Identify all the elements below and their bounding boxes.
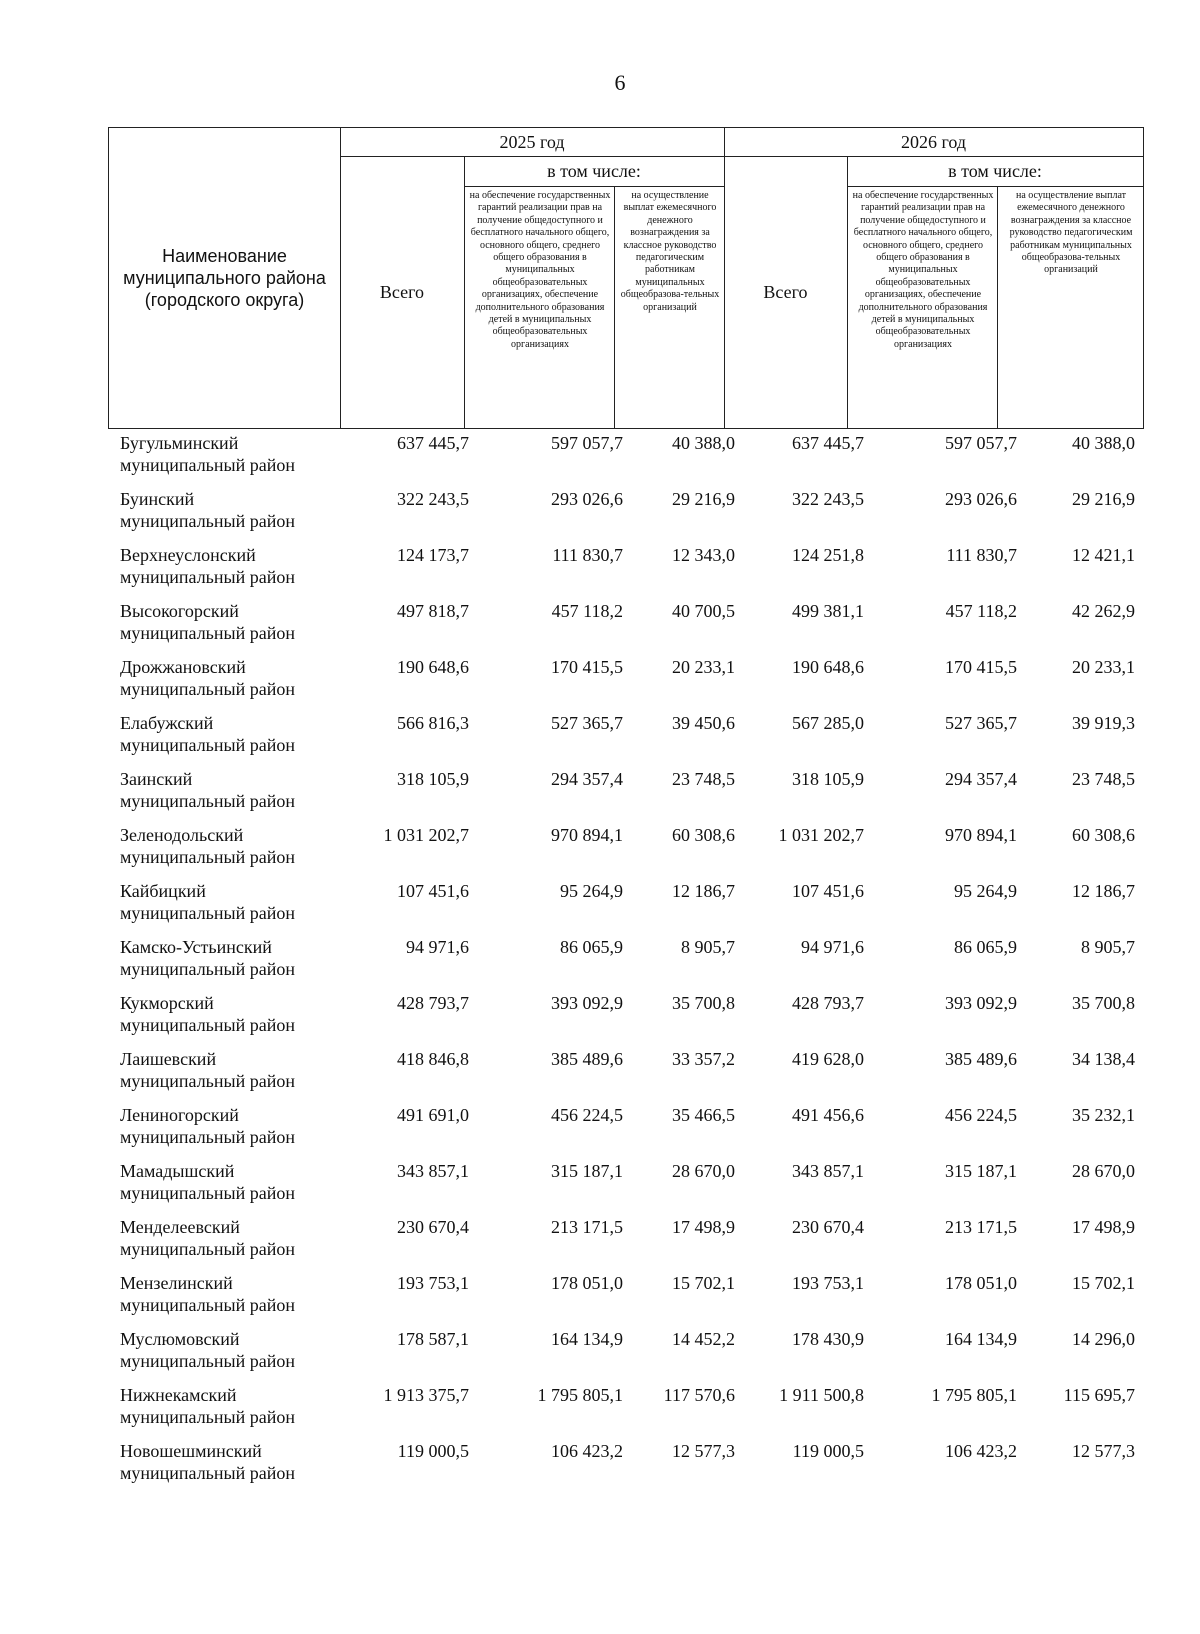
district-name: Елабужский муниципальный район [120,713,296,755]
value-cell: 34 138,4 [1072,1049,1135,1069]
value-cell: 428 793,7 [397,993,469,1013]
district-name: Лаишевский муниципальный район [120,1049,296,1091]
value-cell: 40 388,0 [672,433,735,453]
value-cell: 20 233,1 [1072,657,1135,677]
value-cell: 343 857,1 [397,1161,469,1181]
value-cell: 40 700,5 [672,601,735,621]
district-name: Верхнеуслонский муниципальный район [120,545,296,587]
value-cell: 8 905,7 [1081,937,1135,957]
value-cell: 497 818,7 [397,601,469,621]
table-row [0,936,1200,992]
table-body [0,432,1200,1496]
district-name: Заинский муниципальный район [120,769,296,811]
value-cell: 343 857,1 [792,1161,864,1181]
value-cell: 322 243,5 [792,489,864,509]
table-row [0,1160,1200,1216]
value-cell: 491 456,6 [792,1105,864,1125]
value-cell: 1 911 500,8 [779,1385,864,1405]
district-name: Буинский муниципальный район [120,489,296,531]
value-cell: 1 031 202,7 [383,825,469,845]
value-cell: 213 171,5 [551,1217,623,1237]
value-cell: 597 057,7 [945,433,1017,453]
value-cell: 178 587,1 [397,1329,469,1349]
value-cell: 35 700,8 [1072,993,1135,1013]
value-cell: 190 648,6 [397,657,469,677]
value-cell: 106 423,2 [945,1441,1017,1461]
value-cell: 393 092,9 [945,993,1017,1013]
value-cell: 12 577,3 [672,1441,735,1461]
value-cell: 14 296,0 [1072,1329,1135,1349]
value-cell: 29 216,9 [1072,489,1135,509]
value-cell: 117 570,6 [663,1385,735,1405]
table-row [0,1216,1200,1272]
value-cell: 230 670,4 [397,1217,469,1237]
value-cell: 637 445,7 [792,433,864,453]
value-cell: 39 450,6 [672,713,735,733]
value-cell: 124 251,8 [792,545,864,565]
value-cell: 567 285,0 [792,713,864,733]
value-cell: 190 648,6 [792,657,864,677]
value-cell: 12 186,7 [672,881,735,901]
value-cell: 15 702,1 [672,1273,735,1293]
district-name: Кайбицкий муниципальный район [120,881,296,923]
sub2-2026-header: на осуществление выплат ежемесячного денежного вознаграждения за классное руководство педагогическим работникам муниципальных общеобразова-тельных организаций [1009,190,1133,276]
value-cell: 12 577,3 [1072,1441,1135,1461]
value-cell: 1 031 202,7 [778,825,864,845]
table-row [0,1384,1200,1440]
value-cell: 193 753,1 [792,1273,864,1293]
name-column-header: Наименование муниципального района (городского округа) [123,246,326,310]
table-row [0,712,1200,768]
table-row [0,656,1200,712]
district-name: Бугульминский муниципальный район [120,433,296,475]
value-cell: 527 365,7 [945,713,1017,733]
table-row [0,600,1200,656]
district-name: Мамадышский муниципальный район [120,1161,296,1203]
year-2026-header: 2026 год [900,131,967,152]
value-cell: 111 830,7 [946,545,1017,565]
district-name: Камско-Устьинский муниципальный район [120,937,296,979]
total-2026-header: Всего [763,281,808,302]
value-cell: 164 134,9 [551,1329,623,1349]
value-cell: 230 670,4 [792,1217,864,1237]
value-cell: 1 795 805,1 [931,1385,1017,1405]
value-cell: 170 415,5 [945,657,1017,677]
table-row [0,880,1200,936]
value-cell: 23 748,5 [1072,769,1135,789]
sub1-2026-header: на обеспечение государственных гарантий реализации прав на получение общедоступного и бесплатного начального общего, основного общего, среднего общего образования в муниципальных общеобразовательных организациях, обеспечение дополнительного образования детей в муниципальных общеобразовательных организациях [852,190,994,350]
table-row [0,1104,1200,1160]
divider [614,186,615,428]
table-row [0,488,1200,544]
value-cell: 29 216,9 [672,489,735,509]
value-cell: 12 343,0 [672,545,735,565]
value-cell: 491 691,0 [397,1105,469,1125]
value-cell: 119 000,5 [792,1441,864,1461]
value-cell: 119 000,5 [397,1441,469,1461]
value-cell: 419 628,0 [792,1049,864,1069]
value-cell: 456 224,5 [945,1105,1017,1125]
value-cell: 637 445,7 [397,433,469,453]
value-cell: 28 670,0 [1072,1161,1135,1181]
district-name: Зеленодольский муниципальный район [120,825,296,867]
value-cell: 315 187,1 [945,1161,1017,1181]
value-cell: 33 357,2 [672,1049,735,1069]
value-cell: 124 173,7 [397,545,469,565]
value-cell: 12 186,7 [1072,881,1135,901]
value-cell: 115 695,7 [1063,1385,1135,1405]
value-cell: 1 913 375,7 [383,1385,469,1405]
value-cell: 15 702,1 [1072,1273,1135,1293]
value-cell: 164 134,9 [945,1329,1017,1349]
district-name: Новошешминский муниципальный район [120,1441,296,1483]
district-name: Менделеевский муниципальный район [120,1217,296,1259]
value-cell: 94 971,6 [406,937,469,957]
value-cell: 170 415,5 [551,657,623,677]
total-2025-header: Всего [379,281,425,302]
value-cell: 95 264,9 [954,881,1017,901]
table-row [0,432,1200,488]
sub2-2025-header: на осуществление выплат ежемесячного денежного вознаграждения за классное руководство педагогическим работникам муниципальных общеобразова-тельных организаций [620,190,720,313]
value-cell: 178 051,0 [551,1273,623,1293]
value-cell: 35 466,5 [672,1105,735,1125]
value-cell: 107 451,6 [397,881,469,901]
value-cell: 385 489,6 [945,1049,1017,1069]
value-cell: 35 232,1 [1072,1105,1135,1125]
value-cell: 293 026,6 [945,489,1017,509]
value-cell: 418 846,8 [397,1049,469,1069]
value-cell: 213 171,5 [945,1217,1017,1237]
value-cell: 499 381,1 [792,601,864,621]
value-cell: 60 308,6 [672,825,735,845]
value-cell: 566 816,3 [397,713,469,733]
including-2025-header: в том числе: [547,160,641,181]
value-cell: 456 224,5 [551,1105,623,1125]
value-cell: 95 264,9 [560,881,623,901]
value-cell: 12 421,1 [1072,545,1135,565]
table-row [0,1440,1200,1496]
value-cell: 23 748,5 [672,769,735,789]
table-row [0,824,1200,880]
value-cell: 28 670,0 [672,1161,735,1181]
district-name: Дрожжановский муниципальный район [120,657,296,699]
value-cell: 193 753,1 [397,1273,469,1293]
value-cell: 17 498,9 [1072,1217,1135,1237]
value-cell: 107 451,6 [792,881,864,901]
district-name: Муслюмовский муниципальный район [120,1329,296,1371]
district-name: Высокогорский муниципальный район [120,601,296,643]
value-cell: 94 971,6 [801,937,864,957]
table-row [0,992,1200,1048]
value-cell: 42 262,9 [1072,601,1135,621]
value-cell: 111 830,7 [552,545,623,565]
value-cell: 8 905,7 [681,937,735,957]
value-cell: 315 187,1 [551,1161,623,1181]
value-cell: 385 489,6 [551,1049,623,1069]
table-row [0,1048,1200,1104]
value-cell: 178 430,9 [792,1329,864,1349]
value-cell: 457 118,2 [551,601,623,621]
sub1-2025-header: на обеспечение государственных гарантий реализации прав на получение общедоступного и бесплатного начального общего, основного общего, среднего общего образования в муниципальных общеобразовательных организациях, обеспечение дополнительного образования детей в муниципальных общеобразовательных организациях [469,190,611,350]
value-cell: 293 026,6 [551,489,623,509]
value-cell: 393 092,9 [551,993,623,1013]
value-cell: 597 057,7 [551,433,623,453]
table-row [0,1328,1200,1384]
district-name: Кукморский муниципальный район [120,993,296,1035]
including-2026-header: в том числе: [948,160,1042,181]
value-cell: 178 051,0 [945,1273,1017,1293]
value-cell: 106 423,2 [551,1441,623,1461]
value-cell: 322 243,5 [397,489,469,509]
value-cell: 294 357,4 [551,769,623,789]
value-cell: 60 308,6 [1072,825,1135,845]
value-cell: 318 105,9 [397,769,469,789]
divider [997,186,998,428]
value-cell: 40 388,0 [1072,433,1135,453]
value-cell: 428 793,7 [792,993,864,1013]
value-cell: 527 365,7 [551,713,623,733]
value-cell: 1 795 805,1 [537,1385,623,1405]
value-cell: 39 919,3 [1072,713,1135,733]
value-cell: 318 105,9 [792,769,864,789]
value-cell: 970 894,1 [945,825,1017,845]
value-cell: 86 065,9 [560,937,623,957]
table-row [0,544,1200,600]
value-cell: 294 357,4 [945,769,1017,789]
value-cell: 35 700,8 [672,993,735,1013]
value-cell: 970 894,1 [551,825,623,845]
value-cell: 20 233,1 [672,657,735,677]
table-header [108,127,1144,429]
page-number: 6 [614,70,626,95]
district-name: Лениногорский муниципальный район [120,1105,296,1147]
year-2025-header: 2025 год [499,131,565,152]
district-name: Мензелинский муниципальный район [120,1273,296,1315]
value-cell: 14 452,2 [672,1329,735,1349]
value-cell: 17 498,9 [672,1217,735,1237]
value-cell: 457 118,2 [945,601,1017,621]
district-name: Нижнекамский муниципальный район [120,1385,296,1427]
value-cell: 86 065,9 [954,937,1017,957]
table-row [0,1272,1200,1328]
table-row [0,768,1200,824]
